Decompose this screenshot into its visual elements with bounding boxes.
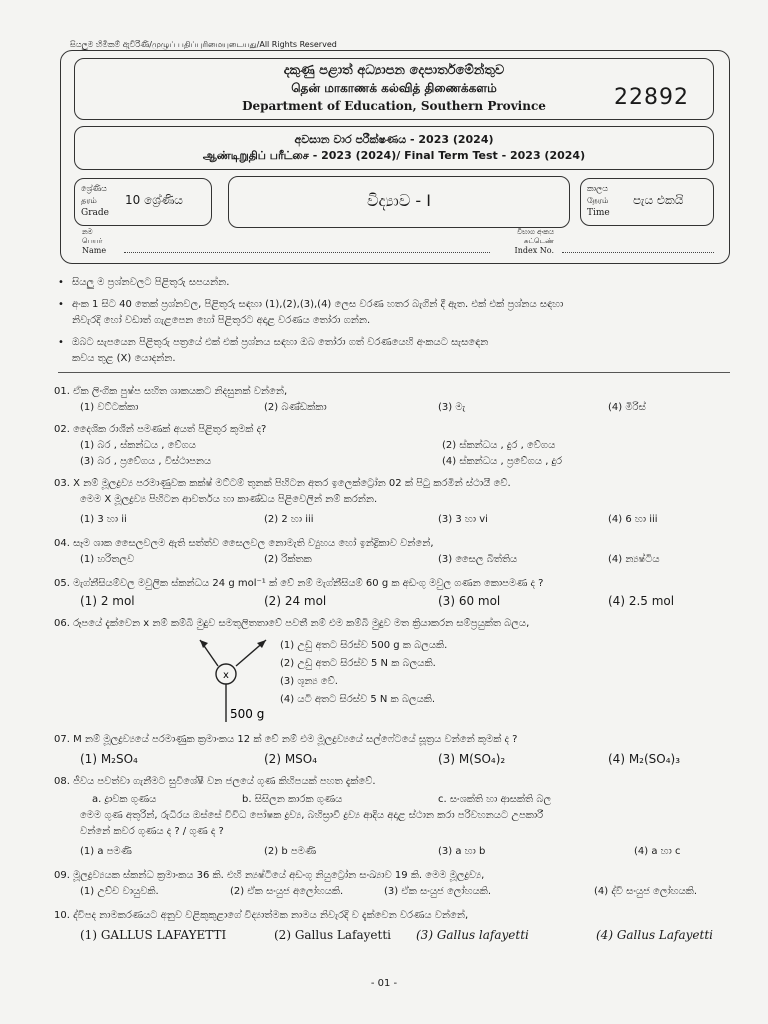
option-2[interactable]: (2) 24 mol <box>264 594 327 608</box>
option-2[interactable]: (2) බණ්ඩක්කා <box>264 402 327 413</box>
term-tamil-english: ஆண்டிறுதிப் பரீட்சை - 2023 (2024)/ Final Term Test - 2023 (2024) <box>202 149 586 162</box>
time-value: පැය එකයි <box>633 193 684 207</box>
instruction-text: ඔබට සැපයෙන පිළිතුරු පත්‍රයේ එක් එක් ප්‍රශ්නය සඳහා ඔබ තෝරා ගත් වරණයෙහි අංකයට සැසඳෙන <box>72 337 489 348</box>
option-4[interactable]: (4) M₂(SO₄)₃ <box>608 752 681 766</box>
option-1[interactable]: (1) හරිතලව <box>80 554 135 565</box>
option-2[interactable]: (2) උඩු අතට සිරස්ව 5 N ක බලයකි. <box>280 658 436 669</box>
option-3[interactable]: (3) ඒක සංයුජ ලෝහයකි. <box>384 886 492 897</box>
index-label-ta: சுட்டெண் <box>523 237 554 245</box>
instruction-2: • අංක 1 සිට 40 තෙක් ප්‍රශ්නවල, පිළිතුරු සඳහා (1),(2),(3),(4) ලෙස වරණ හතර බැගින් දී ඇත. එක් එක් ප්‍රශ්නය සඳහා <box>58 299 564 310</box>
option-1[interactable]: (1) 2 mol <box>80 594 135 608</box>
grade-label-ta: தரம் <box>81 196 97 205</box>
option-1[interactable]: (1) බර , ස්කන්ධය , වේගය <box>80 440 196 451</box>
question-3-cont: මෙම X මූලද්‍රව්‍ය පිහිටන ආවර්තය හා කාණ්ඩය පිළිවෙලින් නම් කරන්න. <box>80 494 378 505</box>
option-3[interactable]: (3) Gallus lafayetti <box>416 928 529 942</box>
department-tamil: தென் மாகாணக் கல்வித் திணைக்களம் <box>291 81 497 95</box>
option-1[interactable]: (1) GALLUS LAFAYETTI <box>80 928 227 942</box>
option-2[interactable]: (2) රික්තක <box>264 554 312 565</box>
question-3: 03. X නම් මූලද්‍රව්‍ය පරමාණුවක කක්ෂ් මට්ටම් තුනක් පිහිටන අතර ඉලෙක්ට්‍රෝන 02 ක් පිටු කරමින් ස්ථායී වේ. <box>54 478 511 489</box>
option-2[interactable]: (2) b පමණි <box>264 846 317 857</box>
option-3[interactable]: (3) ශූන්‍ය වේ. <box>280 676 338 687</box>
time-label-ta: நேரம் <box>587 196 609 205</box>
time-box <box>580 178 714 226</box>
rights-notice: සියලුම හිමිකම් ඇවිරිණි/முழுப் பதிப்புரிமையுடையது/All Rights Reserved <box>70 40 337 49</box>
index-label-en: Index No. <box>514 246 554 255</box>
option-1[interactable]: (1) වට්ටක්කා <box>80 402 139 413</box>
option-2[interactable]: (2) 2 හා iii <box>264 514 314 525</box>
question-2: 02. දෛශික රාශීන් පමණක් අයත් පිළිතුර කුමක් ද? <box>54 424 267 435</box>
option-2[interactable]: (2) Gallus Lafayetti <box>274 928 392 942</box>
option-4[interactable]: (4) න්‍යෂ්ටිය <box>608 554 660 565</box>
ring-label: x <box>223 670 229 681</box>
grade-label-si: ශ්‍රේණිය <box>81 184 107 193</box>
question-9: 09. මූලද්‍රව්‍යයක ස්කන්ධ ක්‍රමාංකය 36 කි. එහි න්‍යෂ්ටියේ අඩංගු නියුට්‍රෝන සංඛ්‍යාව 19 කි. මෙම මූලද්‍රව්‍ය, <box>54 870 485 881</box>
option-1[interactable]: (1) උච්ච වායුවකි. <box>80 886 159 897</box>
instruction-1: • සියලු ම ප්‍රශ්නවලට පිළිතුරු සපයන්න. <box>58 277 230 288</box>
option-2[interactable]: (2) ස්කන්ධය , දුර , වේගය <box>442 440 556 451</box>
index-label-si: විභාග අංකය <box>517 228 554 236</box>
option-3[interactable]: (3) බර , ප්‍රවේගය , විස්ථාපනය <box>80 456 212 467</box>
left-arrow-icon <box>200 640 208 648</box>
question-10: 10. ද්විපද නාමකරණයට අනුව වළිකුකුළාගේ විද්‍යාත්මක නාමය නිවැරදි ව දැක්වෙන වරණය වන්නේ, <box>54 910 469 921</box>
instruction-2-cont: නිවැරදි හෝ වඩාත් ගැළපෙන හෝ පිළිතුරට අදාළ වරණය තෝරා ගන්න. <box>72 315 371 326</box>
option-4[interactable]: (4) 2.5 mol <box>608 594 675 608</box>
option-4[interactable]: (4) මිරිස් <box>608 402 646 413</box>
option-2[interactable]: (2) MSO₄ <box>264 752 318 766</box>
property-c: c. සංශක්ති හා ආසක්ති බල <box>438 794 552 805</box>
question-6: 06. රූපයේ දැක්වෙන x නම් කම්බි මුදුව සමතුලිතතාවේ පවතී නම් එම කම්බි මුදුව මත ක්‍රියාකරන සම්ප්‍රයුක්ත බලය, <box>54 618 530 629</box>
name-label-si: නම <box>82 228 93 236</box>
question-4: 04. සෑම ශාක සෛලවලම ඇති සත්ත්ව සෛලවල නොමැති ව්‍යුහය හෝ ඉන්ද්‍රිකාව වන්නේ, <box>54 538 434 549</box>
term-sinhala: අවසාන වාර පරීක්ෂණය - 2023 (2024) <box>294 133 494 146</box>
ring-diagram <box>196 636 276 726</box>
grade-label-en: Grade <box>81 208 109 218</box>
option-3[interactable]: (3) a හා b <box>438 846 486 857</box>
option-1[interactable]: (1) a පමණි <box>80 846 132 857</box>
instruction-text: සියලු ම ප්‍රශ්නවලට පිළිතුරු සපයන්න. <box>72 277 230 288</box>
option-4[interactable]: (4) ද්වි සංයුජ ලෝහයකි. <box>594 886 698 897</box>
property-b: b. සිසිලන කාරක ගුණය <box>242 794 343 805</box>
name-field[interactable] <box>124 252 490 253</box>
department-box <box>74 58 714 120</box>
instruction-3-cont: කවය තුළ (X) යොදන්න. <box>72 353 176 364</box>
name-label-ta: பெயர் <box>82 237 103 245</box>
grade-value: 10 ශ්‍රේණිය <box>125 193 183 207</box>
option-3[interactable]: (3) මැ <box>438 402 466 413</box>
option-3[interactable]: (3) 60 mol <box>438 594 501 608</box>
name-label-en: Name <box>82 246 107 255</box>
department-sinhala: දකුණු පළාත් අධ්‍යාපන දෙපාර්තමේන්තුව <box>283 63 505 78</box>
grade-box <box>74 178 212 226</box>
option-4[interactable]: (4) Gallus Lafayetti <box>596 928 714 942</box>
department-english: Department of Education, Southern Province <box>242 99 546 113</box>
option-3[interactable]: (3) සෛල බිත්තිය <box>438 554 518 565</box>
option-3[interactable]: (3) M(SO₄)₂ <box>438 752 506 766</box>
option-4[interactable]: (4) 6 හා iii <box>608 514 658 525</box>
instruction-3: • ඔබට සැපයෙන පිළිතුරු පත්‍රයේ එක් එක් ප්‍රශ්නය සඳහා ඔබ තෝරා ගත් වරණයෙහි අංකයට සැසඳෙන <box>58 337 489 348</box>
option-1[interactable]: (1) උඩු අතට සිරස්ව 500 g ක බලයකි. <box>280 640 448 651</box>
subject-title: විද්‍යාව - I <box>367 191 431 210</box>
question-8-cont-2: වන්නේ කවර ගුණය ද ? / ගුණ ද ? <box>80 826 224 837</box>
index-field[interactable] <box>562 252 714 253</box>
time-label-si: කාලය <box>587 184 608 193</box>
instruction-text: අංක 1 සිට 40 තෙක් ප්‍රශ්නවල, පිළිතුරු සඳහා (1),(2),(3),(4) ලෙස වරණ හතර බැගින් දී ඇත. එක් එක් ප්‍රශ්නය සඳහා <box>72 299 564 310</box>
name-label <box>82 228 106 255</box>
question-1: 01. ඒක ලිංගික පුෂ්ප සහිත ශාකයකට නිදසුනක් වන්නේ, <box>54 386 288 397</box>
question-5: 05. මැග්නීසියම්වල මවුලික ස්කන්ධය 24 g mol⁻¹ ක් වේ නම් මැග්නීසියම් 60 g ක අඩංගු මවුල ගණන කොපමණ ද ? <box>54 578 544 589</box>
grade-label <box>81 183 109 219</box>
question-8: 08. ජීවය පවත්වා ගැනීමට සුවිශේෂී වන ජලයේ ගුණ කිහිපයක් පහත දැක්වේ. <box>54 776 376 787</box>
time-label-en: Time <box>587 208 610 218</box>
question-8-cont: මෙම ගුණ අතුරින්, රුධිරය ඔස්සේ විවිධ පෝෂක ද්‍රව්‍ය, බහිස්‍රාවී ද්‍රව්‍ය ආදිය අදාළ ස්ථාන කරා පරිවහනයට උපකාරී <box>80 810 544 821</box>
paper-code: 22892 <box>614 85 689 110</box>
option-1[interactable]: (1) M₂SO₄ <box>80 752 138 766</box>
term-box <box>74 126 714 170</box>
option-4[interactable]: (4) යටි අතට සිරස්ව 5 N ක බලයකි. <box>280 694 436 705</box>
mass-label: 500 g <box>230 707 265 721</box>
time-label <box>587 183 610 219</box>
option-4[interactable]: (4) ස්කන්ධය , ප්‍රවේගය , දුර <box>442 456 563 467</box>
divider <box>58 372 730 373</box>
property-a: a. ද්‍රාවක ගුණය <box>92 794 157 805</box>
question-7: 07. M නම් මූලද්‍රව්‍යයේ පරමාණුක ක්‍රමාංකය 12 ක් වේ නම් එම මූලද්‍රව්‍යයේ සල්ෆේටයේ සූත්‍රය වන්නේ කුමක් ද ? <box>54 734 518 745</box>
option-2[interactable]: (2) ඒක සංයුජ අලෝහයකි. <box>230 886 344 897</box>
option-4[interactable]: (4) a හා c <box>634 846 681 857</box>
page-number: - 01 - <box>370 978 398 989</box>
subject-box <box>228 176 570 228</box>
index-label <box>494 228 554 255</box>
option-3[interactable]: (3) 3 හා vi <box>438 514 488 525</box>
option-1[interactable]: (1) 3 හා ii <box>80 514 127 525</box>
